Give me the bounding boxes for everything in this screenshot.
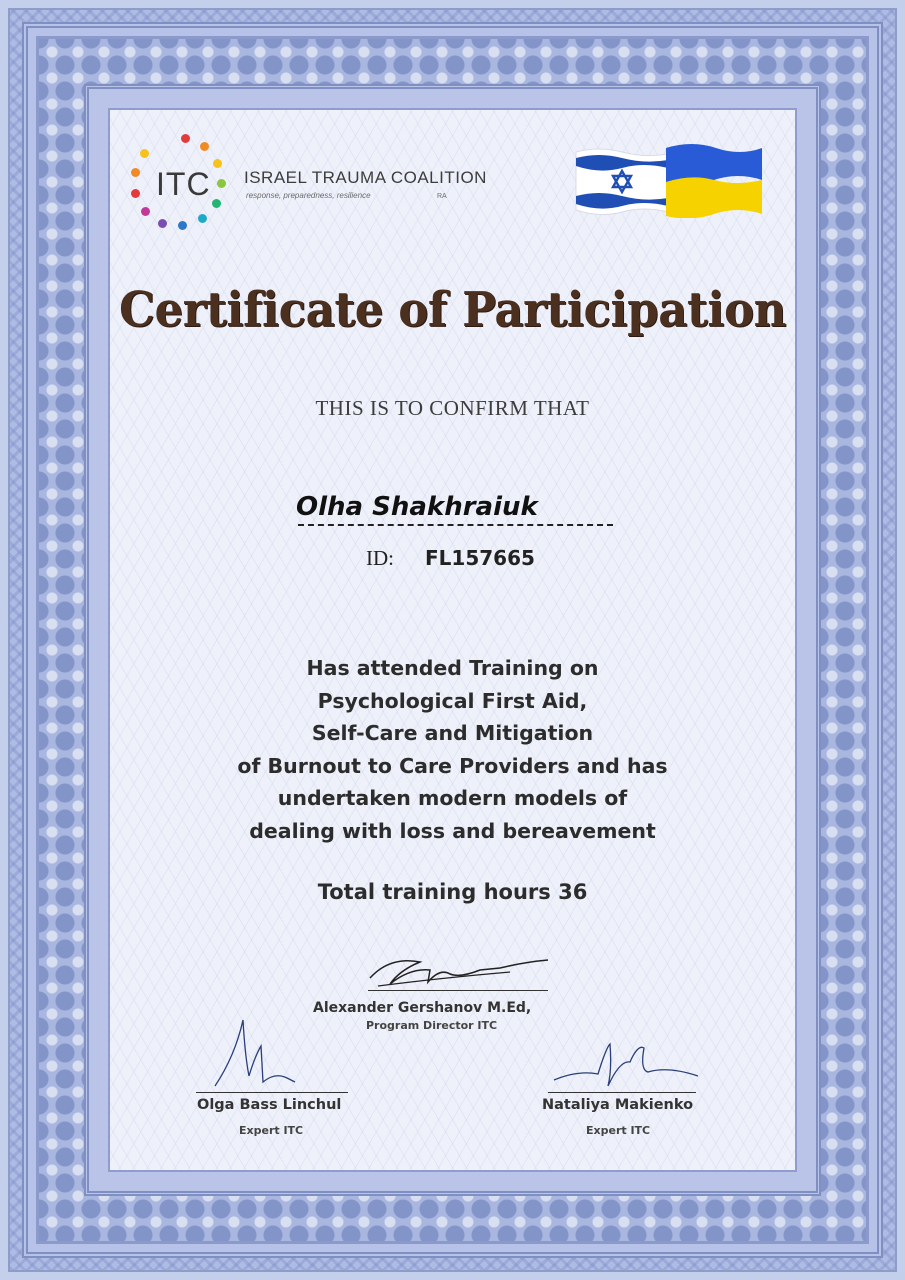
- itc-logo-icon: [126, 132, 230, 232]
- director-signature-line: [368, 990, 548, 991]
- name-underline: [298, 524, 613, 526]
- logo-dot: [178, 221, 187, 230]
- recipient-name: Olha Shakhraiuk: [296, 492, 538, 522]
- logo-dot: [213, 159, 222, 168]
- description-line: undertaken modern models of: [277, 786, 628, 810]
- description-line: dealing with loss and bereavement: [249, 818, 656, 843]
- logo-dot: [131, 168, 140, 177]
- training-hours: [0, 880, 905, 904]
- description-line: Psychological First Aid,: [317, 688, 588, 713]
- confirm-text: THIS IS TO CONFIRM THAT: [315, 396, 590, 420]
- description-line: Has attended Training on: [306, 656, 599, 680]
- description-line: Self-Care and Mitigation: [311, 721, 594, 745]
- id-value: FL157665: [425, 546, 535, 570]
- left-expert-name: Olga Bass Linchul: [197, 1097, 342, 1113]
- logo-dot: [158, 219, 167, 228]
- logo-text: ITC: [156, 166, 211, 202]
- logo-dot: [141, 207, 150, 216]
- right-expert-signature-icon: [548, 1040, 708, 1092]
- left-expert-role: Expert ITC: [239, 1124, 304, 1137]
- director-role: Program Director ITC: [366, 1019, 498, 1032]
- right-expert-name: Nataliya Makienko: [542, 1097, 694, 1113]
- left-expert-signature-icon: [205, 1016, 305, 1092]
- hours-label: Total training hours: [317, 880, 551, 904]
- flags: [574, 142, 764, 218]
- ukraine-flag-icon: [666, 144, 762, 218]
- right-signature-line: [548, 1092, 696, 1093]
- logo-dot: [140, 149, 149, 158]
- organization-suffix: RA: [437, 193, 447, 200]
- organization-name: ISRAEL TRAUMA COALITION: [244, 168, 487, 187]
- certificate-title: Certificate of Participation: [119, 282, 786, 338]
- logo-dot: [217, 179, 226, 188]
- israel-flag-icon: [576, 149, 668, 215]
- logo-dot: [212, 199, 221, 208]
- right-expert-role: Expert ITC: [586, 1124, 651, 1137]
- organization-tagline: response, preparedness, resilience: [246, 191, 371, 200]
- left-signature-line: [196, 1092, 348, 1093]
- logo-dot: [200, 142, 209, 151]
- logo-dot: [181, 134, 190, 143]
- director-name: Alexander Gershanov M.Ed,: [313, 1000, 532, 1016]
- training-description: [0, 652, 905, 847]
- logo-dot: [198, 214, 207, 223]
- hours-value: 36: [558, 880, 588, 904]
- logo-dot: [131, 189, 140, 198]
- id-label: ID:: [366, 546, 394, 570]
- description-line: of Burnout to Care Providers and has: [237, 753, 668, 778]
